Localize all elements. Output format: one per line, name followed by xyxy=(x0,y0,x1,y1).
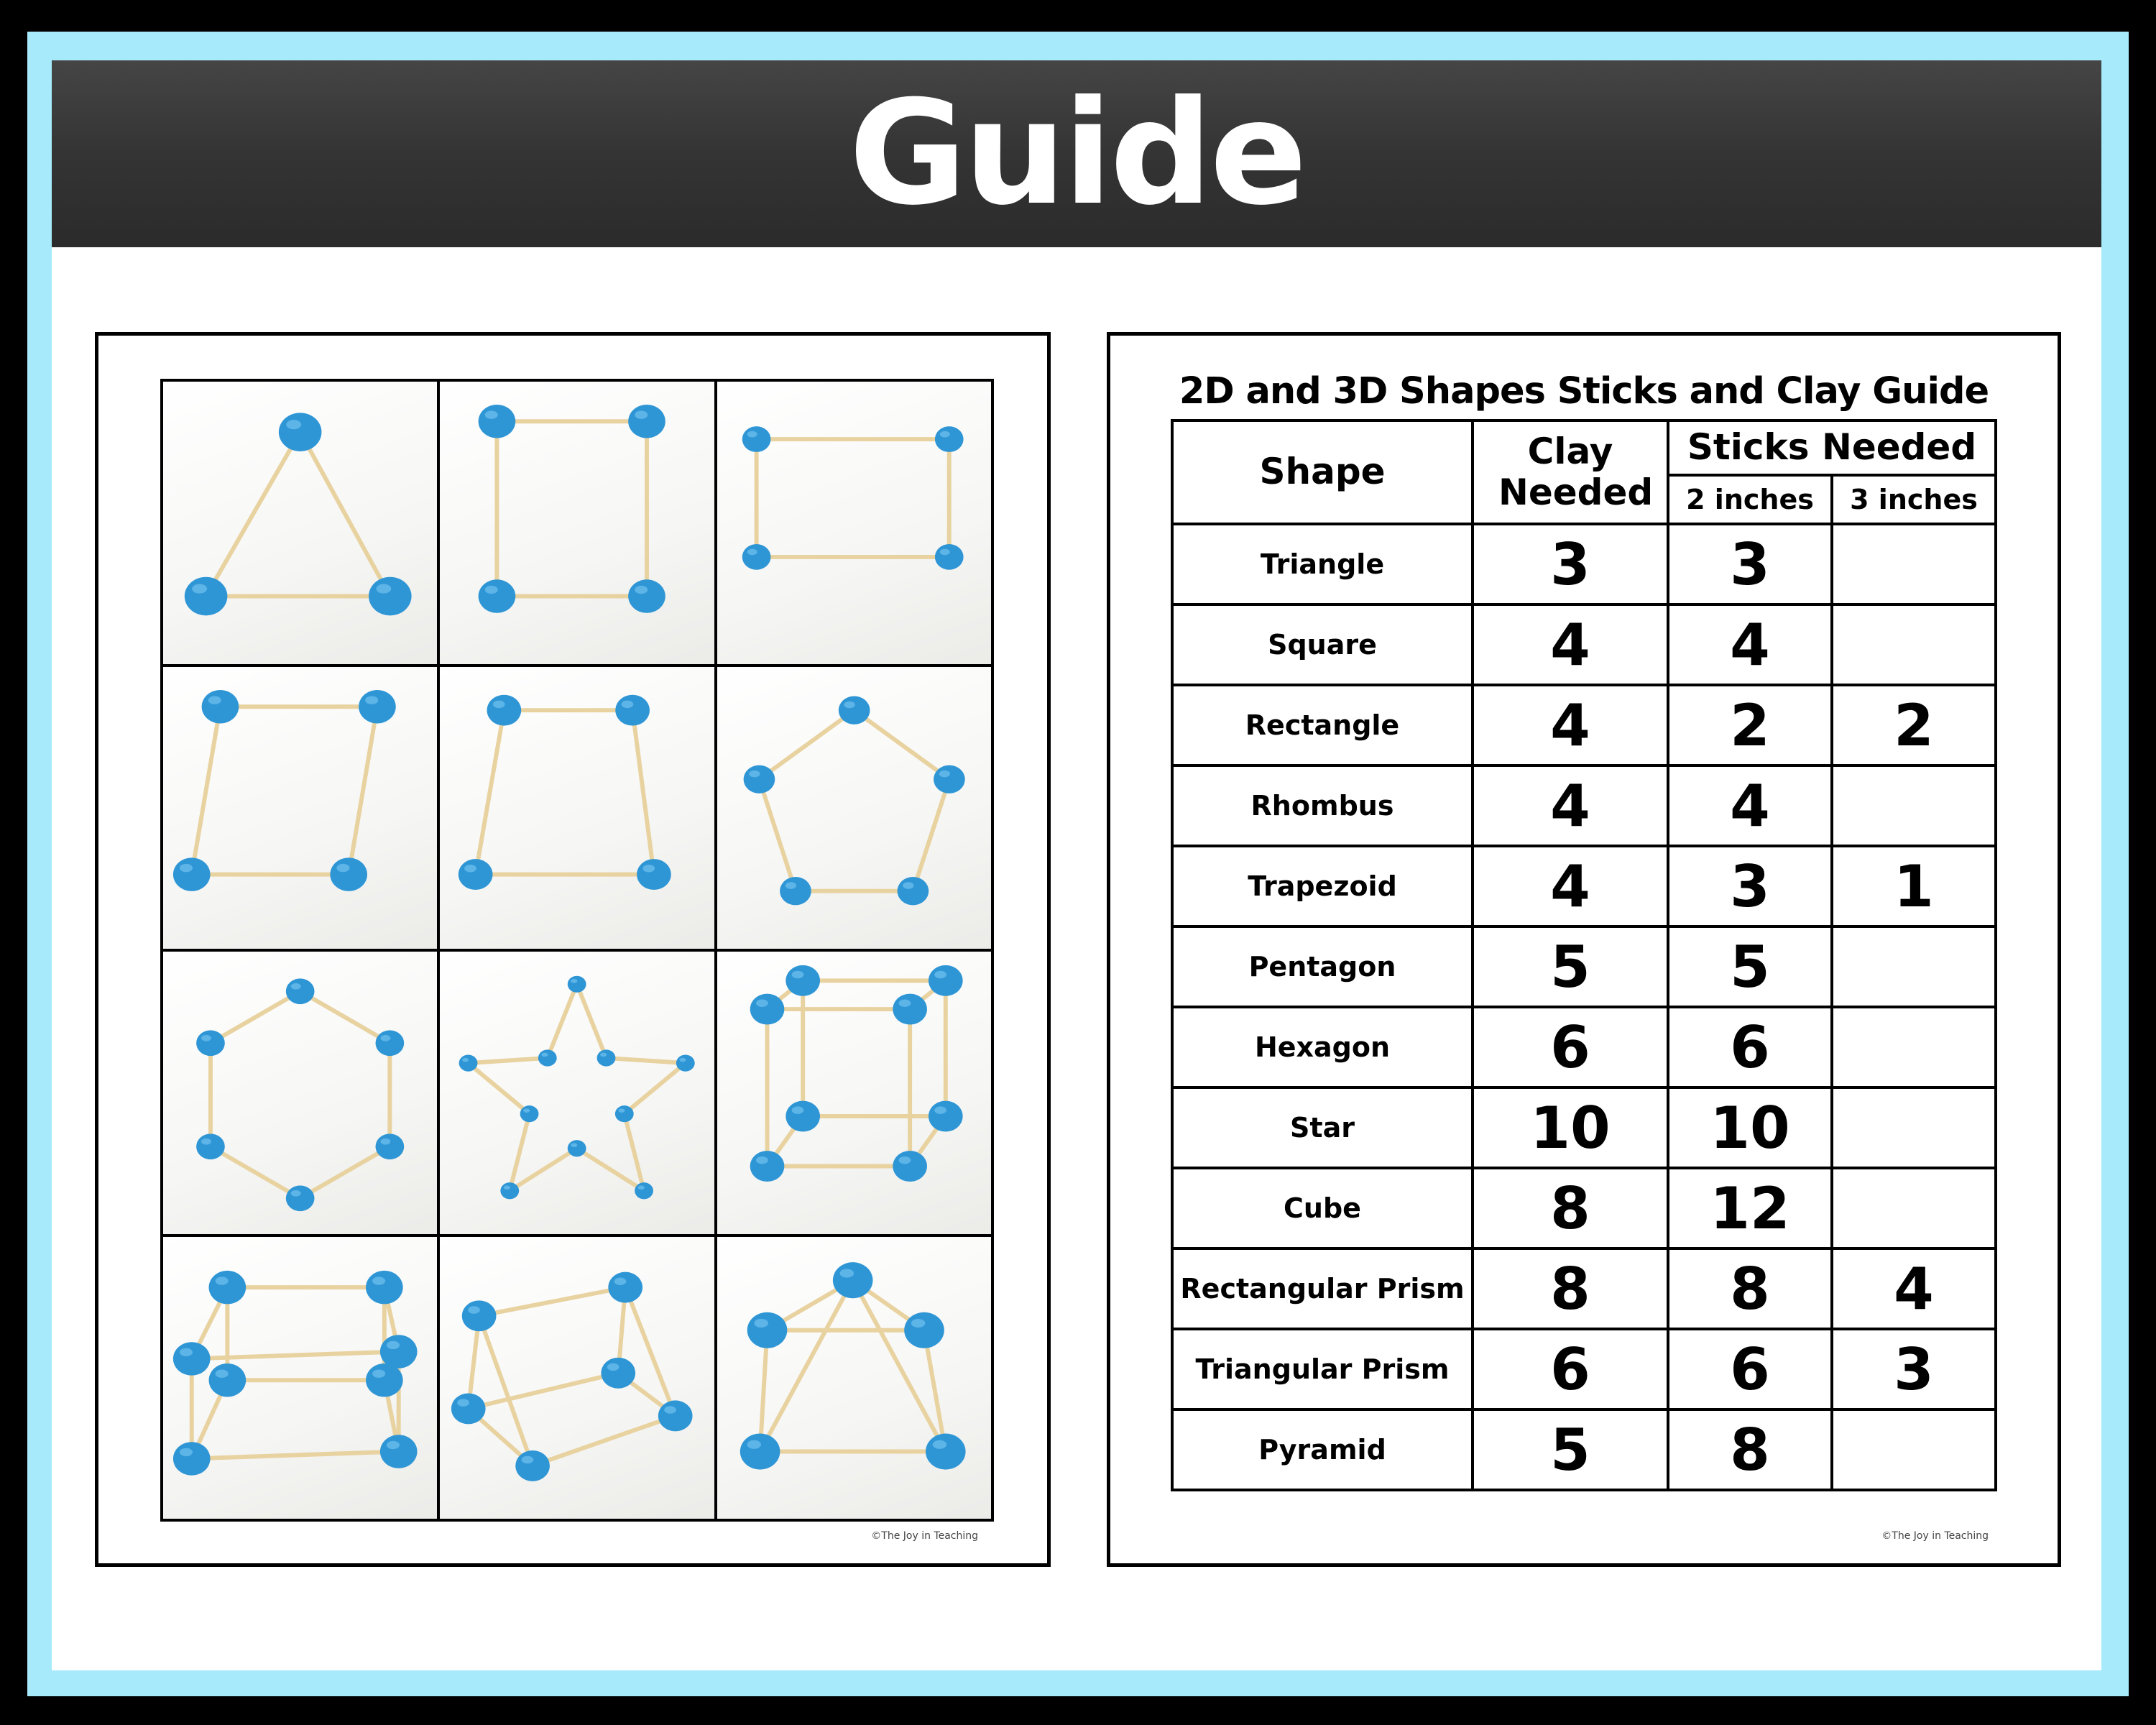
two-inch-count-cell: 6 xyxy=(1668,1007,1832,1087)
photo-card xyxy=(95,332,1051,1567)
three-inch-count-cell: 2 xyxy=(1832,685,1996,765)
table-row xyxy=(1172,765,1996,846)
two-inch-count-cell: 3 xyxy=(1668,524,1832,604)
shape-name-cell: Pentagon xyxy=(1172,926,1473,1007)
table-row xyxy=(1172,524,1996,604)
header-clay-needed xyxy=(1473,420,1668,524)
page-title: Guide xyxy=(849,70,1304,237)
two-inch-count-cell: 10 xyxy=(1668,1087,1832,1168)
clay-count-cell: 8 xyxy=(1473,1248,1668,1329)
two-inch-count-cell: 2 xyxy=(1668,685,1832,765)
photo-rectangle xyxy=(717,382,991,664)
header-2-inches: 2 inches xyxy=(1668,475,1832,524)
photo-rectangular-prism xyxy=(163,1237,437,1519)
clay-count-cell: 4 xyxy=(1473,846,1668,926)
photo-triangle xyxy=(163,382,437,664)
table-row xyxy=(1172,846,1996,926)
shape-name-cell: Triangular Prism xyxy=(1172,1329,1473,1409)
shape-name-cell: Hexagon xyxy=(1172,1007,1473,1087)
clay-count-cell: 8 xyxy=(1473,1168,1668,1248)
three-inch-count-cell xyxy=(1832,604,1996,685)
shapes-guide-table xyxy=(1171,419,1997,1491)
header-shape: Shape xyxy=(1172,420,1473,524)
shape-name-cell: Rectangle xyxy=(1172,685,1473,765)
header-banner xyxy=(52,60,2101,247)
header-3-inches: 3 inches xyxy=(1832,475,1996,524)
three-inch-count-cell: 3 xyxy=(1832,1329,1996,1409)
two-inch-count-cell: 4 xyxy=(1668,765,1832,846)
two-inch-count-cell: 12 xyxy=(1668,1168,1832,1248)
three-inch-count-cell xyxy=(1832,926,1996,1007)
table-row xyxy=(1172,926,1996,1007)
table-row xyxy=(1172,1007,1996,1087)
two-inch-count-cell: 8 xyxy=(1668,1409,1832,1490)
three-inch-count-cell xyxy=(1832,1087,1996,1168)
three-inch-count-cell xyxy=(1832,765,1996,846)
table-row xyxy=(1172,1087,1996,1168)
photo-trapezoid xyxy=(440,667,714,949)
photo-rhombus xyxy=(163,667,437,949)
photo-square xyxy=(440,382,714,664)
two-inch-count-cell: 6 xyxy=(1668,1329,1832,1409)
three-inch-count-cell xyxy=(1832,524,1996,604)
shape-name-cell: Star xyxy=(1172,1087,1473,1168)
clay-count-cell: 5 xyxy=(1473,1409,1668,1490)
photo-grid xyxy=(160,379,994,1522)
shape-name-cell: Pyramid xyxy=(1172,1409,1473,1490)
clay-count-cell: 10 xyxy=(1473,1087,1668,1168)
shape-name-cell: Trapezoid xyxy=(1172,846,1473,926)
table-row xyxy=(1172,1409,1996,1490)
table-row xyxy=(1172,685,1996,765)
three-inch-count-cell xyxy=(1832,1409,1996,1490)
three-inch-count-cell xyxy=(1832,1168,1996,1248)
two-inch-count-cell: 5 xyxy=(1668,926,1832,1007)
shape-name-cell: Square xyxy=(1172,604,1473,685)
clay-count-cell: 4 xyxy=(1473,685,1668,765)
header-clay-needed-label: Clay Needed xyxy=(1498,430,1654,513)
shape-name-cell: Cube xyxy=(1172,1168,1473,1248)
shape-name-cell: Rhombus xyxy=(1172,765,1473,846)
photo-pyramid xyxy=(717,1237,991,1519)
photo-triangular-prism xyxy=(440,1237,714,1519)
shape-name-cell: Triangle xyxy=(1172,524,1473,604)
two-inch-count-cell: 8 xyxy=(1668,1248,1832,1329)
two-inch-count-cell: 3 xyxy=(1668,846,1832,926)
table-row xyxy=(1172,1168,1996,1248)
shape-name-cell: Rectangular Prism xyxy=(1172,1248,1473,1329)
three-inch-count-cell: 4 xyxy=(1832,1248,1996,1329)
table-row xyxy=(1172,604,1996,685)
clay-count-cell: 3 xyxy=(1473,524,1668,604)
clay-count-cell: 6 xyxy=(1473,1329,1668,1409)
table-card xyxy=(1107,332,2061,1567)
table-title: 2D and 3D Shapes Sticks and Clay Guide xyxy=(1179,370,1989,413)
three-inch-count-cell: 1 xyxy=(1832,846,1996,926)
photo-pentagon xyxy=(717,667,991,949)
clay-count-cell: 4 xyxy=(1473,604,1668,685)
photo-cube xyxy=(717,952,991,1234)
table-row xyxy=(1172,1248,1996,1329)
table-row xyxy=(1172,1329,1996,1409)
photo-hexagon xyxy=(163,952,437,1234)
clay-count-cell: 4 xyxy=(1473,765,1668,846)
photo-star xyxy=(440,952,714,1234)
table-card-footnote: ©The Joy in Teaching xyxy=(1881,1530,1989,1542)
clay-count-cell: 6 xyxy=(1473,1007,1668,1087)
photo-card-footnote: ©The Joy in Teaching xyxy=(871,1530,978,1542)
clay-count-cell: 5 xyxy=(1473,926,1668,1007)
two-inch-count-cell: 4 xyxy=(1668,604,1832,685)
three-inch-count-cell xyxy=(1832,1007,1996,1087)
header-sticks-needed: Sticks Needed xyxy=(1668,420,1996,475)
